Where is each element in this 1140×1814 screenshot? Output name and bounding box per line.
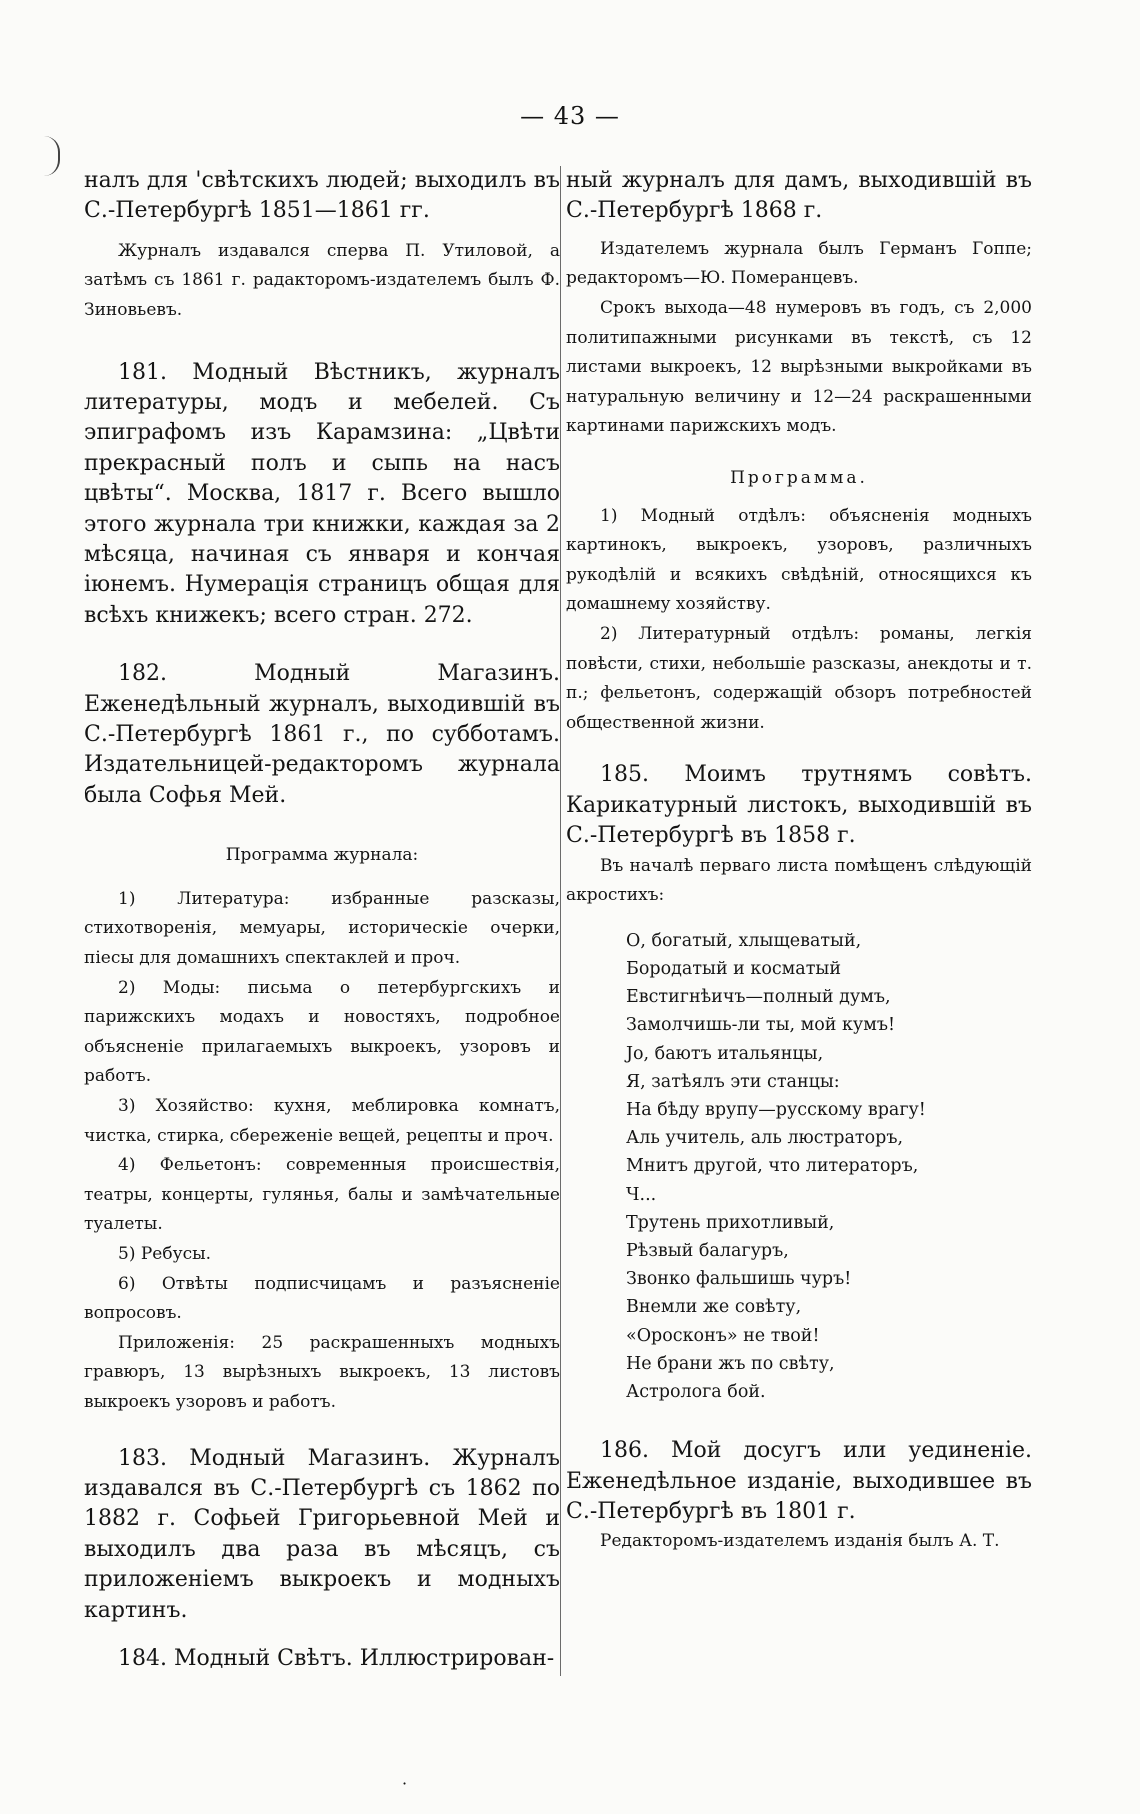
poem-line: Ч... [626, 1184, 657, 1205]
program-item-3: 3) Хозяйство: кухня, меблировка комнатъ, чистка, стирка, сбереженiе вещей, рецепты и проч. [84, 1096, 560, 1146]
poem-line: О, богатый, хлыщеватый, [626, 930, 862, 951]
program-item-6: 6) Отвѣты подписчицамъ и разъясненiе вопросовъ. [84, 1273, 560, 1324]
poem-line: Внемли же совѣту, [626, 1297, 802, 1318]
right-final-note: Редакторомъ-издателемъ изданiя былъ А. Т. [600, 1531, 1000, 1552]
page-number: — 43 — [520, 102, 620, 130]
entry-181: 181. Модный Вѣстникъ, журналъ литературы, модъ и мебелей. Съ эпиграфомъ изъ Карамзина: „Цвѣти прекрасный полъ и сыпь на насъ цвѣты“. Москва, 1817 г. Всего вышло этого журнала три книжки, каждая за 2 мѣсяца, начиная съ января и кончая iюнемъ. Нумерацiя страницъ общая для всѣхъ книжекъ; всего стран. 272. [84, 359, 560, 628]
poem-line: На бѣду врупу—русскому врагу! [626, 1099, 926, 1120]
poem-line: Jо, баютъ итальянцы, [626, 1043, 824, 1064]
bracket-mark [44, 136, 60, 176]
entry-185: 185. Моимъ трутнямъ совѣтъ. Карикатурный листокъ, выходившiй въ С.-Петербургѣ въ 1858 г. [566, 762, 1032, 849]
poem-line: Звонко фальшишь чуръ! [626, 1269, 852, 1290]
program-item-4: 4) Фельетонъ: современныя происшествiя, театры, концерты, гулянья, балы и замѣчательные туалеты. [84, 1155, 560, 1235]
program-title-left: Программа журнала: [225, 845, 419, 866]
left-note-publisher: Журналъ издавался сперва П. Утиловой, а затѣмъ съ 1861 г. радакторомъ-издателемъ былъ Ф. Зиновьевъ. [84, 240, 560, 320]
entry-182: 182. Модный Магазинъ. Еженедѣльный журналъ, выходившiй въ С.-Петербургѣ 1861 г., по субботамъ. Издательницей-редакторомъ журнала была Софья Мей. [84, 661, 560, 808]
entry-186: 186. Мой досугъ или уединенiе. Еженедѣльное изданiе, выходившее въ С.-Петербургѣ въ 1801 г. [566, 1438, 1032, 1524]
acrostic-poem [566, 927, 1032, 1406]
decorative-dot: · [402, 1774, 408, 1793]
program-item-1: 1) Литература: избранные разсказы, стихотворенiя, мемуары, историческiе очерки, пiесы для домашнихъ спектаклей и проч. [84, 888, 560, 969]
poem-line: Бородатый и косматый [626, 958, 841, 979]
left-column [84, 166, 560, 1674]
program-item-2: 2) Моды: письма о петербургскихъ и парижскихъ модахъ и новостяхъ, подробное объясненiе прилагаемыхъ выкроекъ, узоровъ и работъ. [84, 977, 560, 1087]
acrostic-intro: Въ началѣ перваго листа помѣщенъ слѣдующiй акростихъ: [566, 855, 1032, 906]
program-title-right: Программа. [730, 467, 868, 488]
entry-184: 184. Модный Свѣтъ. Иллюстрирован- [118, 1646, 555, 1671]
poem-line: Астролога бой. [626, 1381, 766, 1402]
right-column [566, 166, 1032, 1557]
left-continuation: налъ для 'свѣтскихъ людей; выходилъ въ С.-Петербургѣ 1851—1861 гг. [84, 168, 560, 224]
poem-line: Не брани жъ по свѣту, [626, 1353, 835, 1374]
poem-line: Замолчишь-ли ты, мой кумъ! [626, 1015, 896, 1036]
poem-line: Рѣзвый балагуръ, [626, 1240, 789, 1261]
program-appendix: Приложенiя: 25 раскрашенныхъ модныхъ гравюръ, 13 вырѣзныхъ выкроекъ, 13 листовъ выкроекъ узоровъ и работъ. [84, 1332, 560, 1412]
right-note-frequency: Срокъ выхода—48 нумеровъ въ годъ, съ 2,000 политипажными рисунками въ текстѣ, съ 12 листами выкроекъ, 12 вырѣзными выкройками въ натуральную величину и 12—24 раскрашенными картинами парижскихъ модъ. [566, 298, 1032, 437]
right-note-publisher: Издателемъ журнала былъ Германъ Гоппе; редакторомъ—Ю. Померанцевъ. [566, 238, 1032, 289]
column-divider [560, 166, 561, 1676]
program-item-5: 5) Ребусы. [118, 1244, 212, 1264]
poem-line: Мнитъ другой, что литераторъ, [626, 1156, 919, 1177]
right-program-item-2: 2) Литературный отдѣлъ: романы, легкiя повѣсти, стихи, небольшiе разсказы, анекдоты и т. п.; фельетонъ, содержащiй обзоръ потребностей общественной жизни. [566, 623, 1032, 733]
poem-line: Аль учитель, аль люстраторъ, [626, 1128, 904, 1149]
entry-183: 183. Модный Магазинъ. Журналъ издавался въ С.-Петербургѣ съ 1862 по 1882 г. Софьей Григорьевной Мей и выходилъ два раза въ мѣсяцъ, съ приложенiемъ выкроекъ и модныхъ картинъ. [84, 1445, 560, 1623]
right-continuation: ный журналъ для дамъ, выходившiй въ С.-Петербургѣ 1868 г. [566, 168, 1032, 224]
poem-line: Трутень прихотливый, [626, 1212, 835, 1233]
poem-line: Я, затѣялъ эти станцы: [626, 1071, 840, 1092]
right-program-item-1: 1) Модный отдѣлъ: объясненiя модныхъ картинокъ, выкроекъ, узоровъ, различныхъ рукодѣлiй и всякихъ свѣдѣнiй, относящихся къ домашнему хозяйству. [566, 505, 1032, 615]
poem-line: Евстигнѣичъ—полный думъ, [626, 987, 891, 1008]
poem-line: «Оросконъ» не твой! [626, 1325, 820, 1346]
